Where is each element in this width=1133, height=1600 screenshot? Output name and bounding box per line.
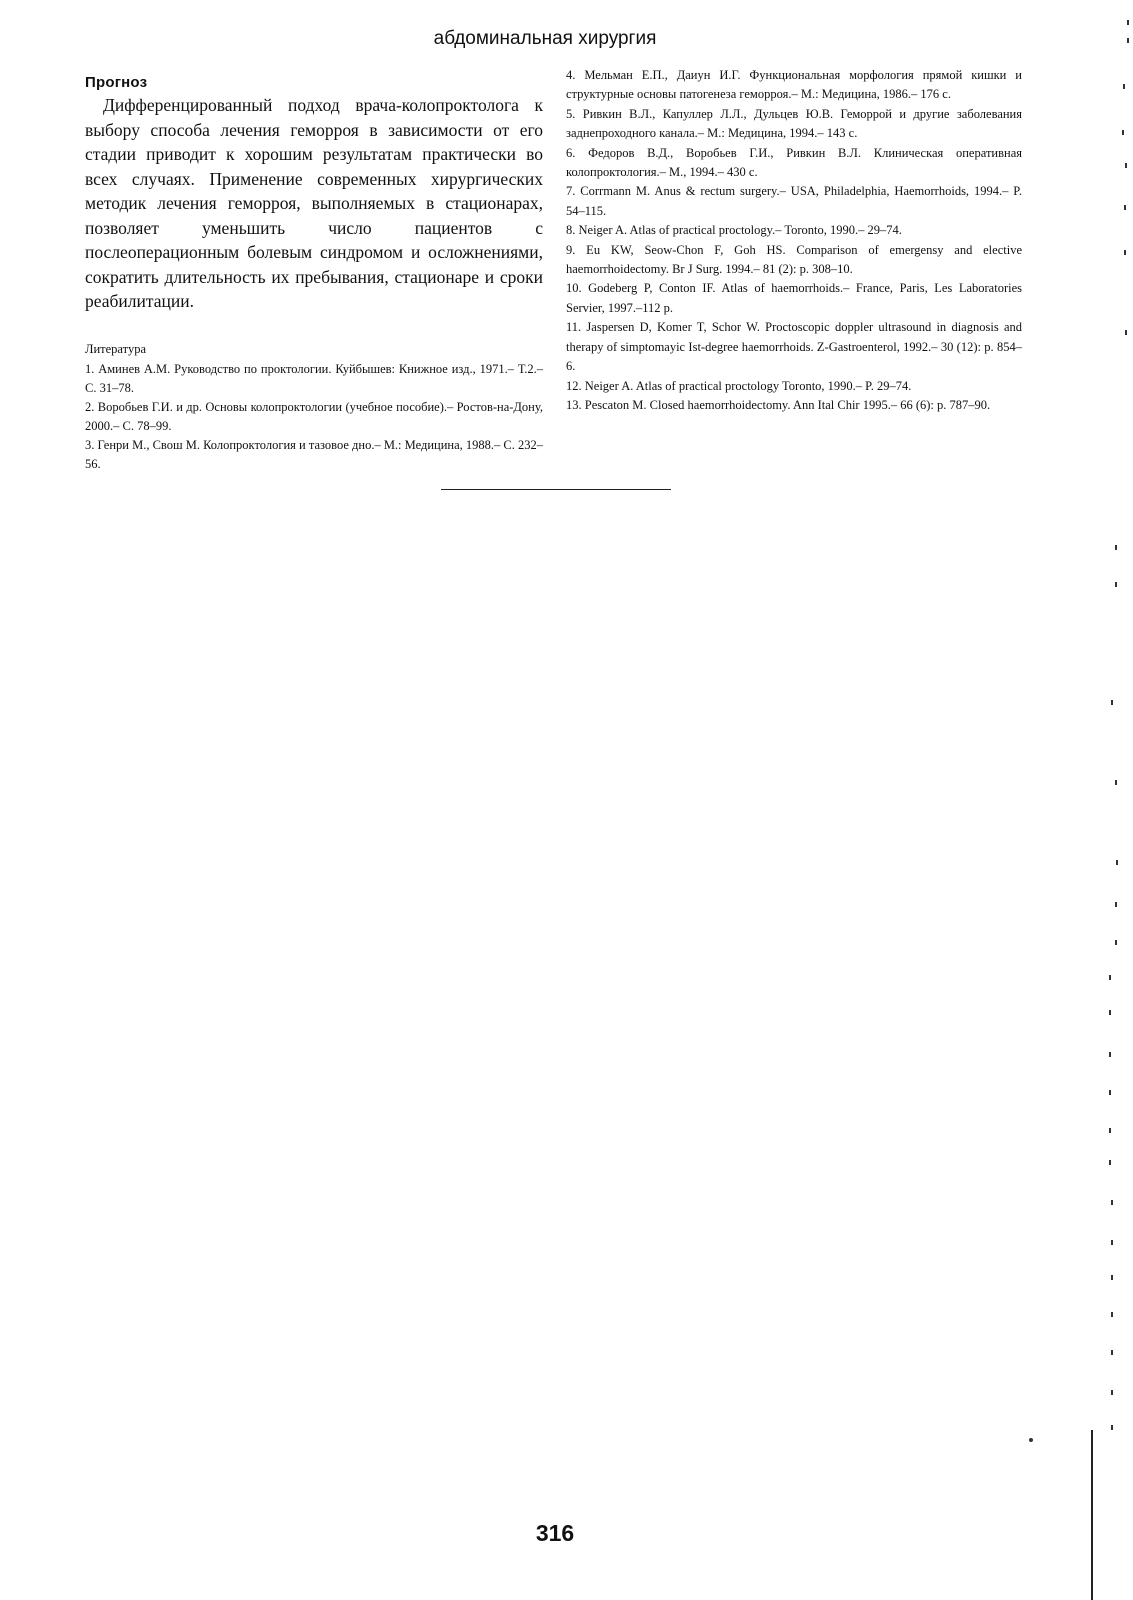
- reference-item: 9. Eu KW, Seow-Chon F, Goh HS. Comparison of emergensy and elective haemorrhoidectomy. Br J Surg. 1994.– 81 (2): p. 308–10.: [566, 242, 1022, 277]
- section-divider: [441, 489, 671, 490]
- reference-item: 6. Федоров В.Д., Воробьев Г.И., Ривкин В.Л. Клиническая оперативная колопроктология.– М., 1994.– 430 с.: [566, 145, 1022, 180]
- scan-edge-line: [1091, 1430, 1096, 1600]
- right-column: [566, 66, 1022, 415]
- running-header: абдоминальная хирургия: [433, 28, 657, 49]
- body-paragraph: Дифференцированный подход врача-колопроктолога к выбору способа лечения геморроя в зависимости от его стадии приводит к хорошим результатам практически во всех случаях. Применение современных хирургических методик лечения геморроя, выполняемых в стационарах, позволяет уменьшить число пациентов с послеоперационным болевым синдромом и осложнениями, сократить длительность их пребывания, стационаре и сроки реабилитации.: [85, 95, 543, 311]
- section-heading: Прогноз: [85, 74, 148, 91]
- reference-item: 4. Мельман Е.П., Даиун И.Г. Функциональная морфология прямой кишки и структурные основы патогенеза геморроя.– М.: Медицина, 1986.– 176 с.: [566, 68, 1022, 102]
- reference-item: 8. Neiger A. Atlas of practical proctology.– Toronto, 1990.– 29–74.: [566, 223, 902, 238]
- reference-item: 1. Аминев А.М. Руководство по проктологии. Куйбышев: Книжное изд., 1971.– Т.2.– С. 31–78.: [85, 361, 543, 395]
- reference-item: 10. Godeberg P, Conton IF. Atlas of haemorrhoids.– France, Paris, Les Laboratories Servier, 1997.–112 p.: [566, 281, 1022, 315]
- reference-item: 5. Ривкин В.Л., Капуллер Л.Л., Дульцев Ю.В. Геморрой и другие заболевания заднепроходного канала.– М.: Медицина, 1994.– 143 с.: [566, 106, 1022, 141]
- reference-item: 12. Neiger A. Atlas of practical proctology Toronto, 1990.– P. 29–74.: [566, 378, 912, 393]
- reference-item: 3. Генри М., Свош М. Колопроктология и тазовое дно.– М.: Медицина, 1988.– С. 232–56.: [85, 437, 543, 471]
- reference-item: 13. Pescaton M. Closed haemorrhoidectomy. Ann Ital Chir 1995.– 66 (6): p. 787–90.: [566, 397, 991, 412]
- references-heading: Литература: [85, 341, 146, 356]
- reference-item: 7. Corrmann M. Anus & rectum surgery.– USA, Philadelphia, Haemorrhoids, 1994.– P. 54–115.: [566, 184, 1022, 218]
- left-column: [85, 70, 543, 474]
- page-number: 316: [535, 1520, 575, 1546]
- reference-item: 11. Jaspersen D, Komer T, Schor W. Proctoscopic doppler ultrasound in diagnosis and therapy of simptomayic Ist-degree haemorrhoids. Z-Gastroenterol, 1992.– 30 (12): p. 854–6.: [566, 320, 1022, 374]
- reference-item: 2. Воробьев Г.И. и др. Основы колопроктологии (учебное пособие).– Ростов-на-Дону, 2000.– С. 78–99.: [85, 399, 543, 433]
- scan-edge-marks: [1073, 0, 1133, 1600]
